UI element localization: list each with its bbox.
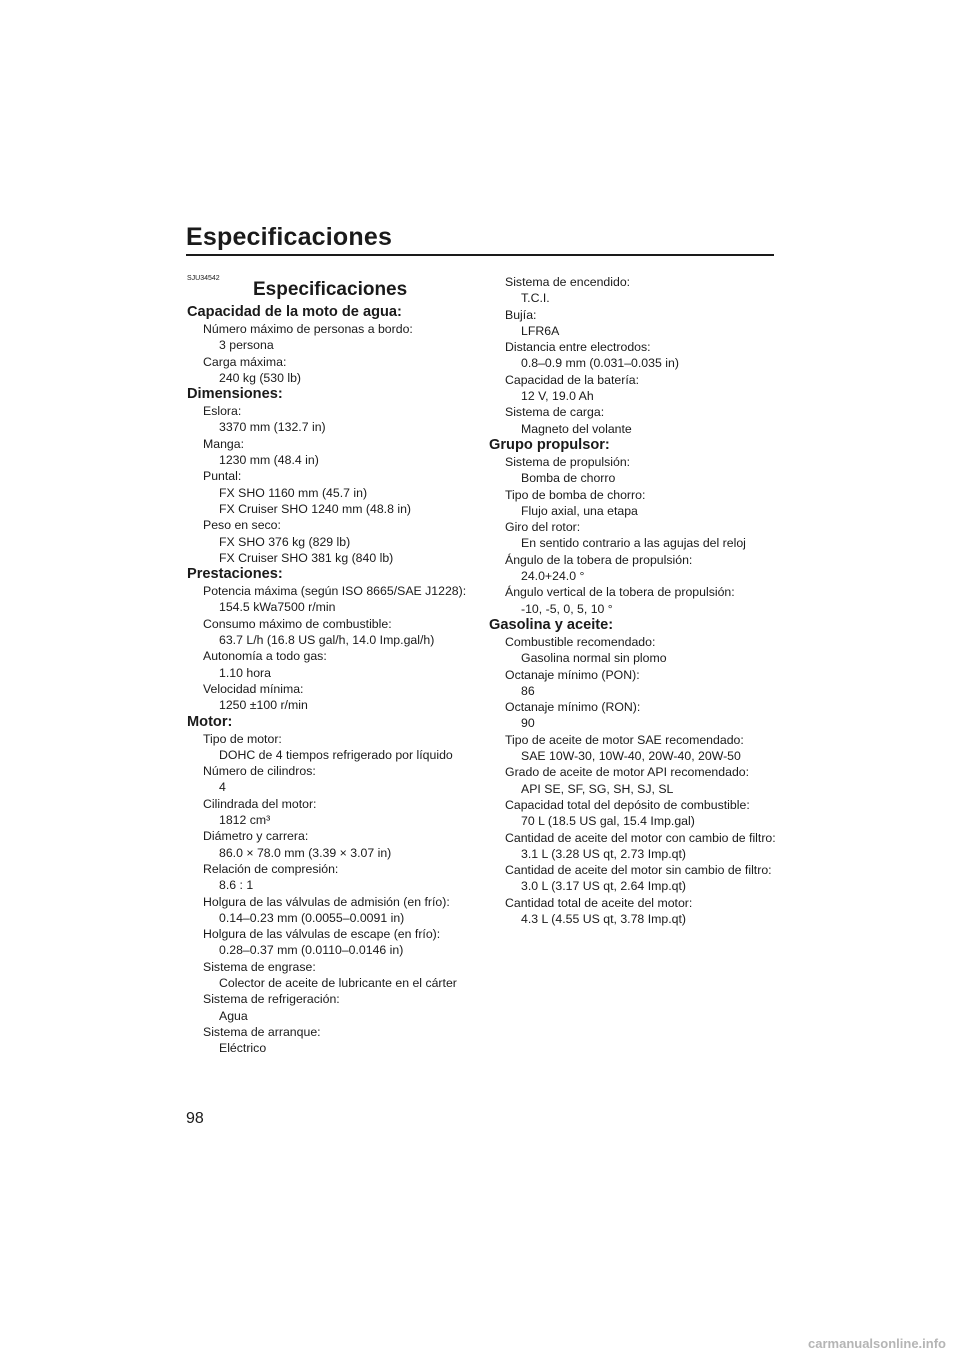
spec-value: 0.28–0.37 mm (0.0110–0.0146 in) [219, 943, 404, 958]
spec-value: 4.3 L (4.55 US qt, 3.78 Imp.qt) [521, 911, 686, 926]
spec-label: Diámetro y carrera: [203, 829, 309, 844]
doc-code: SJU34542 [187, 275, 220, 282]
spec-value: 3.1 L (3.28 US qt, 2.73 Imp.qt) [521, 846, 686, 861]
spec-label: Número máximo de personas a bordo: [203, 322, 413, 336]
spec-label: Bujía: [505, 307, 537, 322]
spec-label: Cilindrada del motor: [203, 796, 317, 811]
watermark: carmanualsonline.info [808, 1336, 946, 1351]
spec-value: Magneto del volante [521, 421, 632, 436]
spec-value: T.C.I. [521, 291, 550, 306]
section-title: Prestaciones: [187, 566, 283, 583]
section-title: Dimensiones: [187, 386, 283, 403]
spec-value: Flujo axial, una etapa [521, 503, 638, 518]
spec-label: Sistema de carga: [505, 405, 605, 420]
spec-label: Velocidad mínima: [203, 681, 304, 696]
spec-value: 0.8–0.9 mm (0.031–0.035 in) [521, 356, 679, 371]
spec-label: Giro del rotor: [505, 520, 581, 535]
spec-section [187, 566, 477, 713]
spec-value: 24.0+24.0 ° [521, 569, 585, 584]
spec-label: Tipo de aceite de motor SAE recomendado: [505, 732, 744, 747]
spec-value: 3 persona [219, 338, 274, 353]
spec-label: Cantidad de aceite del motor sin cambio de filtro: [505, 863, 772, 878]
spec-label: Holgura de las válvulas de admisión (en frío): [203, 894, 450, 909]
spec-value: LFR6A [521, 323, 560, 338]
spec-value: 86.0 × 78.0 mm (3.39 × 3.07 in) [219, 845, 392, 860]
spec-label: Tipo de motor: [203, 731, 282, 746]
spec-label: Ángulo de la tobera de propulsión: [505, 552, 693, 567]
page-number: 98 [186, 1110, 204, 1127]
spec-value: API SE, SF, SG, SH, SJ, SL [521, 781, 674, 796]
spec-label: Sistema de refrigeración: [203, 992, 340, 1007]
spec-value: 12 V, 19.0 Ah [521, 389, 594, 404]
spec-value: 1230 mm (48.4 in) [219, 453, 319, 468]
spec-value: FX SHO 376 kg (829 lb) [219, 534, 351, 549]
spec-value: 154.5 kWa7500 r/min [219, 600, 336, 615]
spec-label: Sistema de encendido: [505, 275, 631, 289]
spec-label: Sistema de arranque: [203, 1024, 321, 1039]
page-header [186, 222, 774, 256]
spec-label: Tipo de bomba de chorro: [505, 487, 646, 502]
spec-value: Colector de aceite de lubricante en el cárter [219, 975, 457, 990]
spec-value: 1250 ±100 r/min [219, 698, 308, 713]
spec-value: 4 [219, 780, 226, 795]
spec-section [489, 617, 779, 927]
section-title: Gasolina y aceite: [489, 616, 614, 633]
spec-label: Ángulo vertical de la tobera de propulsión: [505, 585, 735, 600]
spec-value: 8.6 : 1 [219, 878, 254, 893]
spec-value: DOHC de 4 tiempos refrigerado por líquido [219, 747, 453, 762]
main-title: Especificaciones [253, 279, 408, 300]
spec-value: -10, -5, 0, 5, 10 ° [521, 601, 613, 616]
right-column [489, 274, 779, 927]
spec-label: Carga máxima: [203, 354, 287, 369]
page-title: Especificaciones [186, 223, 393, 251]
spec-label: Capacidad de la batería: [505, 372, 639, 387]
spec-label: Manga: [203, 436, 245, 451]
right-sections [489, 437, 779, 927]
section-title: Capacidad de la moto de agua: [187, 304, 402, 320]
spec-value: 63.7 L/h (16.8 US gal/h, 14.0 Imp.gal/h) [219, 633, 435, 648]
section-title: Grupo propulsor: [489, 436, 610, 453]
spec-section [187, 714, 477, 1057]
spec-value: FX Cruiser SHO 381 kg (840 lb) [219, 550, 394, 565]
spec-value: Gasolina normal sin plomo [521, 651, 667, 666]
spec-label: Capacidad total del depósito de combustible: [505, 797, 750, 812]
spec-label: Relación de compresión: [203, 861, 339, 876]
spec-value: 0.14–0.23 mm (0.0055–0.0091 in) [219, 910, 405, 925]
spec-label: Consumo máximo de combustible: [203, 616, 392, 631]
spec-label: Holgura de las válvulas de escape (en frío): [203, 927, 441, 942]
spec-label: Cantidad total de aceite del motor: [505, 895, 693, 910]
spec-label: Sistema de engrase: [203, 959, 316, 974]
spec-value: 70 L (18.5 US gal, 15.4 Imp.gal) [521, 814, 695, 829]
left-sections [187, 304, 477, 1056]
spec-value: En sentido contrario a las agujas del reloj [521, 536, 746, 551]
spec-section [187, 304, 477, 386]
spec-value: Agua [219, 1008, 248, 1023]
spec-value: Bomba de chorro [521, 471, 616, 486]
spec-label: Autonomía a todo gas: [203, 649, 327, 664]
spec-label: Número de cilindros: [203, 764, 316, 779]
spec-value: 240 kg (530 lb) [219, 370, 302, 385]
spec-value: FX SHO 1160 mm (45.7 in) [219, 485, 368, 500]
right-top-items [489, 274, 779, 437]
section-title: Motor: [187, 713, 233, 730]
spec-value: SAE 10W-30, 10W-40, 20W-40, 20W-50 [521, 749, 741, 764]
spec-value: 1812 cm³ [219, 813, 271, 828]
spec-label: Combustible recomendado: [505, 634, 656, 649]
spec-label: Octanaje mínimo (RON): [505, 700, 641, 715]
spec-value: 3.0 L (3.17 US qt, 2.64 Imp.qt) [521, 879, 686, 894]
spec-label: Peso en seco: [203, 518, 281, 533]
spec-label: Potencia máxima (según ISO 8665/SAE J1228): [203, 584, 467, 599]
spec-label: Eslora: [203, 404, 242, 419]
spec-section [187, 386, 477, 566]
spec-label: Octanaje mínimo (PON): [505, 667, 640, 682]
spec-label: Cantidad de aceite del motor con cambio de filtro: [505, 830, 776, 845]
spec-label: Puntal: [203, 469, 242, 484]
spec-label: Distancia entre electrodos: [505, 340, 651, 355]
spec-value: 86 [521, 683, 535, 698]
spec-label: Sistema de propulsión: [505, 454, 631, 469]
spec-value: Eléctrico [219, 1041, 267, 1056]
spec-value: 1.10 hora [219, 665, 271, 680]
spec-value: FX Cruiser SHO 1240 mm (48.8 in) [219, 501, 412, 516]
left-column [187, 274, 477, 1056]
spec-section [489, 437, 779, 617]
spec-value: 3370 mm (132.7 in) [219, 420, 326, 435]
spec-value: 90 [521, 716, 535, 731]
spec-label: Grado de aceite de motor API recomendado: [505, 765, 750, 780]
